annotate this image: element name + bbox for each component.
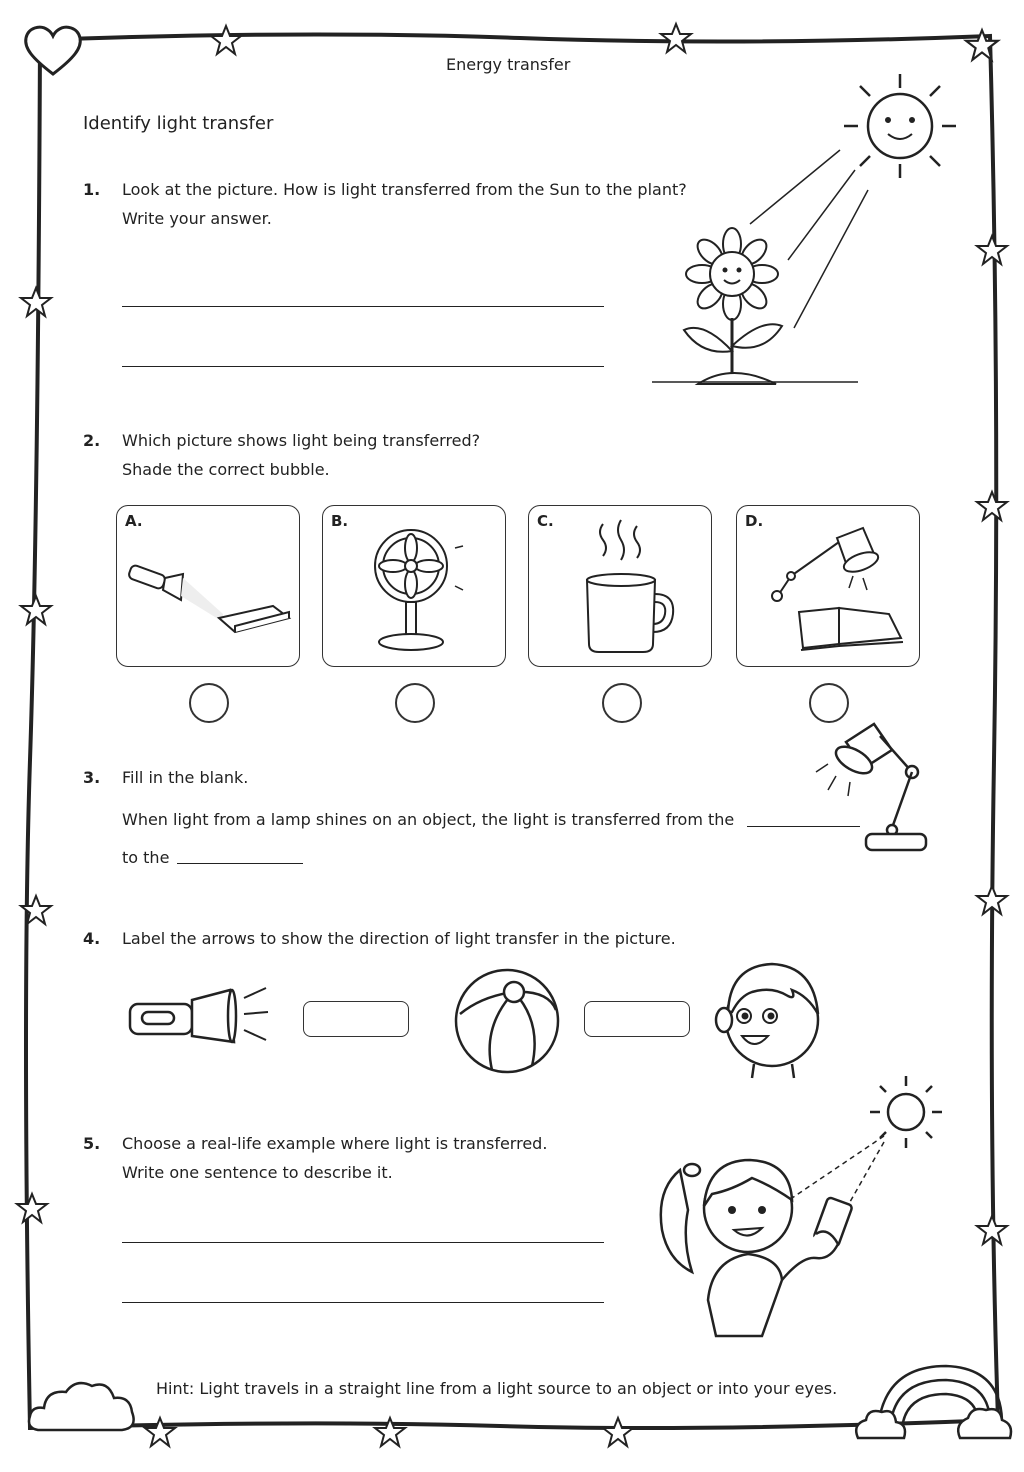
star-icon: [20, 594, 52, 626]
q5-answer-line-2[interactable]: [122, 1302, 604, 1303]
desk-lamp-icon: [763, 516, 913, 656]
q2-bubble-b[interactable]: [395, 683, 435, 723]
q4-label-box-2[interactable]: [584, 1001, 690, 1037]
q3-blank-2[interactable]: [177, 863, 303, 864]
fan-icon: [363, 520, 473, 656]
q1-answer-line-1[interactable]: [122, 306, 604, 307]
q1-prompt: Look at the picture. How is light transferred from the Sun to the plant?: [122, 180, 687, 199]
sunflower-icon: [644, 226, 864, 396]
cloud-icon: [26, 1376, 140, 1436]
q3-prompt: Fill in the blank.: [122, 768, 249, 787]
star-icon: [976, 1214, 1008, 1246]
q4-prompt: Label the arrows to show the direction of light transfer in the picture.: [122, 929, 676, 948]
desk-lamp-icon: [814, 720, 944, 860]
flashlight-icon: [123, 556, 293, 636]
star-icon: [210, 24, 242, 56]
book-icon: [799, 608, 903, 650]
q5-number: 5.: [83, 1134, 101, 1153]
flashlight-icon: [126, 984, 272, 1048]
star-icon: [965, 28, 999, 62]
q2-bubble-a[interactable]: [189, 683, 229, 723]
q1-answer-line-2[interactable]: [122, 366, 604, 367]
heart-icon: [22, 22, 84, 78]
star-icon: [602, 1416, 634, 1448]
ball-icon: [452, 966, 562, 1076]
star-icon: [20, 894, 52, 926]
worksheet-header: Energy transfer: [446, 55, 571, 74]
q2-prompt: Which picture shows light being transferred?: [122, 431, 481, 450]
q2-option-a[interactable]: [116, 505, 300, 667]
rainbow-icon: [854, 1354, 1014, 1442]
q2-option-d-label: D.: [745, 512, 764, 530]
q2-option-a-label: A.: [125, 512, 143, 530]
star-icon: [976, 234, 1008, 266]
q4-number: 4.: [83, 929, 101, 948]
q5-prompt: Choose a real-life example where light is transferred.: [122, 1134, 548, 1153]
q2-option-d[interactable]: [736, 505, 920, 667]
hint-text: Hint: Light travels in a straight line from a light source to an object or into your eyes.: [156, 1379, 838, 1398]
q1-number: 1.: [83, 180, 101, 199]
star-icon: [976, 490, 1008, 522]
q3-sentence-end: to the: [122, 848, 170, 867]
q2-option-c-label: C.: [537, 512, 554, 530]
q3-number: 3.: [83, 768, 101, 787]
star-icon: [976, 884, 1008, 916]
q2-number: 2.: [83, 431, 101, 450]
boy-face-icon: [712, 956, 832, 1080]
q2-option-b[interactable]: [322, 505, 506, 667]
star-icon: [16, 1192, 48, 1224]
section-title: Identify light transfer: [83, 113, 274, 134]
q2-bubble-c[interactable]: [602, 683, 642, 723]
star-icon: [660, 22, 692, 54]
q5-answer-line-1[interactable]: [122, 1242, 604, 1243]
q2-option-b-label: B.: [331, 512, 349, 530]
q4-label-box-1[interactable]: [303, 1001, 409, 1037]
q3-sentence: When light from a lamp shines on an object, the light is transferred from the: [122, 810, 735, 829]
girl-phone-icon: [652, 1130, 892, 1336]
star-icon: [144, 1416, 176, 1448]
star-icon: [374, 1416, 406, 1448]
mug-icon: [577, 518, 687, 658]
q5-instruction: Write one sentence to describe it.: [122, 1163, 393, 1182]
q2-bubble-d[interactable]: [809, 683, 849, 723]
star-icon: [20, 286, 52, 318]
q2-instruction: Shade the correct bubble.: [122, 460, 330, 479]
q2-option-c[interactable]: [528, 505, 712, 667]
q1-instruction: Write your answer.: [122, 209, 272, 228]
